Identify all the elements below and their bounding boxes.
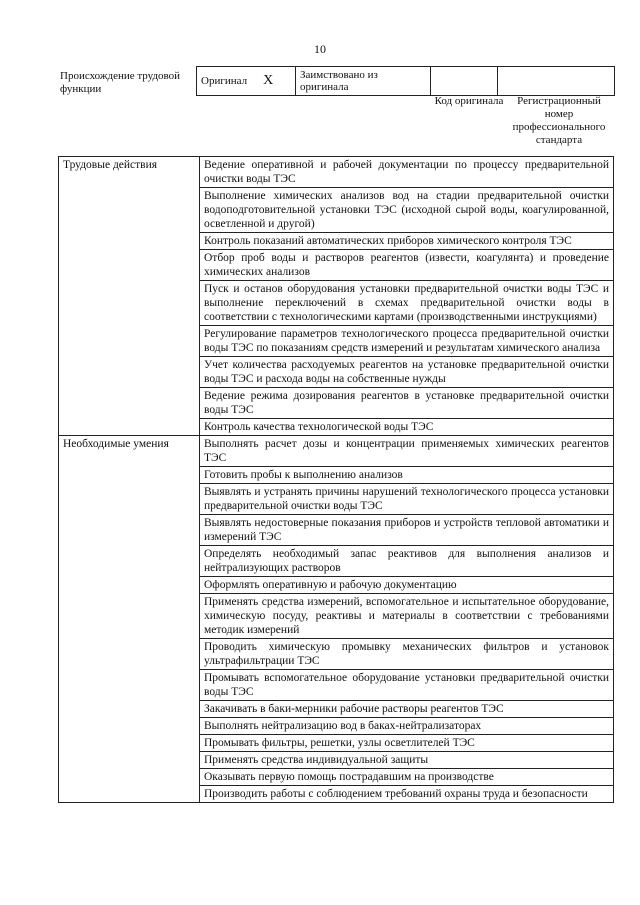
borrowed-label: Заимствовано из оригинала (300, 69, 378, 93)
table-cell-item: Учет количества расходуемых реагентов на установке предварительной очистки воды ТЭС и расхода воды на собственные нужды (200, 357, 614, 388)
code-cell (431, 67, 498, 96)
origin-label: Происхождение трудовой функции (60, 70, 181, 95)
table-cell-item: Пуск и останов оборудования установки предварительной очистки воды ТЭС и выполнение переключений в схемах предварительной очистки воды в соответствии с технологическими картами (производственными инструкциями) (200, 281, 614, 326)
origin-table (196, 66, 615, 96)
table-cell-item: Ведение режима дозирования реагентов в установке предварительной очистки воды ТЭС (200, 388, 614, 419)
code-label: Код оригинала (434, 95, 504, 107)
table-cell-item: Контроль показаний автоматических приборов химического контроля ТЭС (200, 233, 614, 250)
table-cell-item: Определять необходимый запас реактивов для выполнения анализов и нейтрализующих растворов (200, 546, 614, 577)
table-cell-item: Оформлять оперативную и рабочую документацию (200, 577, 614, 594)
table-cell-item: Применять средства индивидуальной защиты (200, 752, 614, 769)
original-mark: X (263, 73, 274, 88)
table-cell-item: Отбор проб воды и растворов реагентов (извести, коагулянта) и проведение химических анализов (200, 250, 614, 281)
table-cell-item: Промывать вспомогательное оборудование установки предварительной очистки воды ТЭС (200, 670, 614, 701)
table-cell-item: Регулирование параметров технологического процесса предварительной очистки воды ТЭС по показаниям средств измерений и результатам химического анализа (200, 326, 614, 357)
table-cell-item: Промывать фильтры, решетки, узлы осветлителей ТЭС (200, 735, 614, 752)
table-cell-item: Выявлять и устранять причины нарушений технологического процесса установки предварительной очистки воды ТЭС (200, 484, 614, 515)
borrowed-cell (296, 67, 431, 96)
reg-number-label: Регистрационный номер профессионального стандарта (512, 95, 606, 146)
reg-number-cell (498, 67, 615, 96)
page-number: 10 (314, 42, 326, 56)
table-cell-item: Контроль качества технологической воды ТЭС (200, 419, 614, 436)
table-cell-item: Выполнять расчет дозы и концентрации применяемых химических реагентов ТЭС (200, 436, 614, 467)
table-cell-item: Выявлять недостоверные показания приборов и устройств тепловой автоматики и измерений ТЭС (200, 515, 614, 546)
table-row (59, 436, 614, 467)
table-cell-item: Выполнение химических анализов вод на стадии предварительной очистки водоподготовительной установки ТЭС (исходной сырой воды, коагулированной, осветленной и другой) (200, 188, 614, 233)
table-cell-item: Закачивать в баки-мерники рабочие растворы реагентов ТЭС (200, 701, 614, 718)
table-cell-item: Ведение оперативной и рабочей документации по процессу предварительной очистки воды ТЭС (200, 157, 614, 188)
table-cell-item: Производить работы с соблюдением требований охраны труда и безопасности (200, 786, 614, 803)
table-cell-item: Проводить химическую промывку механических фильтров и установок ультрафильтрации ТЭС (200, 639, 614, 670)
table-cell-item: Применять средства измерений, вспомогательное и испытательное оборудование, химическую посуду, реактивы и материалы в соответствии с требованиями методик измерений (200, 594, 614, 639)
table-cell-item: Готовить пробы к выполнению анализов (200, 467, 614, 484)
labor-function-table (58, 156, 614, 803)
table-row (59, 157, 614, 188)
original-label: Оригинал (201, 75, 248, 87)
table-cell-item: Выполнять нейтрализацию вод в баках-нейтрализаторах (200, 718, 614, 735)
table-cell-item: Оказывать первую помощь пострадавшим на производстве (200, 769, 614, 786)
original-cell (197, 67, 296, 96)
section-title: Необходимые умения (59, 436, 200, 803)
section-title: Трудовые действия (59, 157, 200, 436)
